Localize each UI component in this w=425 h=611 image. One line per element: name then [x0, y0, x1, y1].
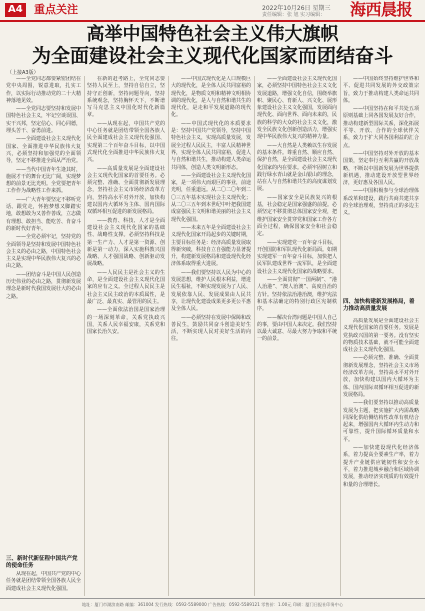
- article-column-5: [343, 76, 419, 298]
- headline-line-2: 为全面建设社会主义现代化国家而团结奋斗: [31, 45, 393, 67]
- paragraph: 高质量发展是全面建设社会主义现代化国家的首要任务。发展是党执政兴国的第一要务。没有坚实的物质技术基础，就不可能全面建成社会主义现代化强国。: [343, 318, 419, 354]
- section-subhead-3: 三、新时代新征程中国共产党的使命任务: [6, 556, 78, 569]
- paragraph: ——全面建设社会主义现代化国家，必须坚持中国特色社会主义文化发展道路，增强文化自信，围绕举旗帜、聚民心、育新人、兴文化、展形象建设社会主义文化强国，发展面向现代化、面向世界、面向未来的，民族的科学的大众的社会主义文化，激发全民族文化创新创造活力，增强实现中华民族伟大复兴的精神力量。: [257, 76, 337, 141]
- headline-line-1: 高举中国特色社会主义伟大旗帜: [86, 24, 339, 45]
- paragraph: ——从现在起，中国共产党的中心任务就是团结带领全国各族人民全面建成社会主义现代化强国、实现第二个百年奋斗目标，以中国式现代化全面推进中华民族伟大复兴。: [87, 120, 165, 164]
- page-footer: [0, 598, 425, 611]
- headline: [0, 25, 425, 67]
- column-divider: [340, 76, 341, 596]
- paragraph: ——全面依法治国是国家治理的一场深刻革命，关系党执政兴国，关系人民幸福安康，关系党和国家长治久安。: [87, 307, 165, 336]
- issue-date: 2022年10月26日 星期三: [262, 5, 331, 12]
- paragraph: ——解决台湾问题是中国人自己的事，要由中国人来决定。我们坚持以最大诚意、尽最大努力争取和平统一的前景。: [257, 314, 337, 343]
- article-column-5-cont: [343, 318, 419, 596]
- paragraph: ——全面建设社会主义现代化国家、全面推进中华民族伟大复兴，必须坚持和加强党的全面领导，坚定不移推进全面从严治党。: [6, 136, 81, 165]
- editor-credit: 责任编辑：张 旭 实习编辑：: [262, 12, 326, 18]
- paragraph: ——当代中国青年生逢其时，施展才干的舞台无比广阔，实现梦想的前景无比光明。全党要把青年工作作为战略性工作来抓。: [6, 166, 81, 195]
- paragraph: 在新的赶考路上，全党同志要坚持人民至上，坚持自信自立，坚持守正创新，坚持问题导向，坚持系统观念，坚持胸怀天下，不断谱写马克思主义中国化时代化新篇章。: [87, 76, 165, 119]
- column-divider: [84, 76, 85, 596]
- paragraph: ——团结奋斗是中国人民创造历史伟业的必由之路，贯彻新发展理念是新时代我国发展壮大的必由之路。: [6, 271, 81, 300]
- article-column-1: [6, 76, 81, 502]
- header-rule: [0, 20, 425, 22]
- column-divider: [254, 76, 255, 596]
- continuation-note: （上接A3版）: [7, 70, 39, 76]
- section-title: 重点关注: [34, 3, 78, 16]
- paragraph: ——全党同志要坚持和发展中国特色社会主义，牢记空谈误国、实干兴邦，坚定信心、同心同德，埋头苦干、奋勇前进。: [6, 106, 81, 135]
- column-divider: [168, 76, 169, 596]
- paragraph: ——中国式现代化的本质要求是：坚持中国共产党领导，坚持中国特色社会主义，实现高质量发展，发展全过程人民民主，丰富人民精神世界，实现全体人民共同富裕，促进人与自然和谐共生，推动构建人类命运共同体，创造人类文明新形态。: [171, 120, 251, 171]
- paragraph: ——广大青年要坚定不移听党话、跟党走，怀抱梦想又脚踏实地，敢想敢为又善作善成，立志做有理想、敢担当、能吃苦、肯奋斗的新时代好青年。: [6, 196, 81, 232]
- paragraph: ——全面贯彻“一国两制”、“港人治港”、“澳人治澳”、高度自治的方针。坚持依法治港治澳，维护宪法和基本法确定的特别行政区宪制秩序。: [257, 277, 337, 313]
- paragraph: ——人民民主是社会主义的生命，是全面建设社会主义现代化国家的应有之义。全过程人民民主是社会主义民主政治的本质属性，是最广泛、最真实、最管用的民主。: [87, 269, 165, 305]
- article-column-4: [257, 76, 337, 596]
- page-header: [0, 0, 425, 22]
- footer-info: 地址：厦门市湖滨南路 邮编：361004 发行热线：0592-5589000 广告热线：0592-5589121 零售价：1.00元 印刷：厦门日报社印务中心: [81, 602, 344, 607]
- paragraph: ——加快建设现代化经济体系，着力提高全要素生产率，着力提升产业链供应链韧性和安全水平，着力推进城乡融合和区域协调发展，推动经济实现质的有效提升和量的合理增长。: [343, 445, 419, 488]
- paragraph: ——高质量发展是全面建设社会主义现代化国家的首要任务。必须完整、准确、全面贯彻新发展理念，坚持社会主义市场经济改革方向，坚持高水平对外开放，加快构建以国内大循环为主体、国内国际双循环相互促进的新发展格局。: [87, 165, 165, 216]
- paragraph: ——中国始终坚持维护世界和平、促进共同发展的外交政策宗旨，致力于推动构建人类命运共同体。: [343, 76, 419, 104]
- article-column-3: [171, 76, 251, 596]
- paragraph: ——中国坚持在和平共处五项原则基础上同各国发展友好合作，推动构建新型国际关系，深化拓展平等、开放、合作的全球伙伴关系，致力于扩大同各国利益的汇合点。: [343, 106, 419, 149]
- article-column-2: [87, 76, 165, 596]
- paragraph: ——必须坚持在发展中保障和改善民生，鼓励共同奋斗创造美好生活，不断实现人民对美好生活的向往。: [171, 314, 251, 343]
- paragraph: ——国家安全是民族复兴的根基，社会稳定是国家强盛的前提。必须坚定不移贯彻总体国家安全观，把维护国家安全贯穿党和国家工作各方面全过程，确保国家安全和社会稳定。: [257, 194, 337, 238]
- paragraph: ——中国积极参与全球治理体系改革和建设，践行共商共建共享的全球治理观，坚持真正的多边主义。: [343, 188, 419, 217]
- paragraph: ——必须完整、准确、全面贯彻新发展理念，坚持社会主义市场经济改革方向，坚持高水平对外开放，加快构建以国内大循环为主体、国内国际双循环相互促进的新发展格局。: [343, 355, 419, 398]
- paragraph: ——大自然是人类赖以生存发展的基本条件。尊重自然、顺应自然、保护自然，是全面建设社会主义现代化国家的内在要求。必须牢固树立和践行绿水青山就是金山银山的理念，站在人与自然和谐共生的高度谋划发展。: [257, 142, 337, 193]
- paragraph: ——我们要坚持以人民为中心的发展思想，维护人民根本利益，增进民生福祉，不断实现发展为了人民、发展依靠人民、发展成果由人民共享，让现代化建设成果更多更公平惠及全体人民。: [171, 269, 251, 313]
- section-subhead-4: 四、加快构建新发展格局，着力推动高质量发展: [343, 299, 415, 312]
- paragraph: ——全党必须牢记，坚持党的全面领导是坚持和发展中国特色社会主义的必由之路，中国特色社会主义是实现中华民族伟大复兴的必由之路。: [6, 234, 81, 270]
- paragraph: 从现在起，中国共产党的中心任务就是团结带领全国各族人民全面建成社会主义现代化强国。: [6, 571, 81, 592]
- paragraph: ——实现建党一百年奋斗目标，开创国防和军队现代化新局面。如期实现建军一百年奋斗目标，加快把人民军队建成世界一流军队，是全面建设社会主义现代化国家的战略要求。: [257, 239, 337, 275]
- page-number: A4: [5, 3, 26, 17]
- newspaper-logo: 海西晨报: [350, 0, 413, 19]
- paragraph: ——全党同志都要紧密团结在党中央周围，锐意进取，扎实工作，以实际行动推动党的二十大精神落地见效。: [6, 76, 81, 104]
- paragraph: ——未来五年是全面建设社会主义现代化国家开局起步的关键时期，主要目标任务是：经济高质量发展取得新突破，科技自立自强能力显著提升，构建新发展格局和建设现代化经济体系取得重大进展。: [171, 224, 251, 268]
- paragraph: ——全面建设社会主义现代化国家，是一项伟大而艰巨的事业，前途光明，任重道远。从二〇二〇年到二〇三五年基本实现社会主义现代化；从二〇三五年到本世纪中叶把我国建成富强民主文明和谐美丽的社会主义现代化强国。: [171, 172, 251, 223]
- paragraph: ——教育、科技、人才是全面建设社会主义现代化国家的基础性、战略性支撑。必须坚持科技是第一生产力、人才是第一资源、创新是第一动力，深入实施科教兴国战略、人才强国战略、创新驱动发展战略。: [87, 217, 165, 268]
- article-column-1-cont: [6, 571, 81, 597]
- paragraph: ——中国坚持对外开放的基本国策，坚定奉行互利共赢的开放战略，不断以中国新发展为世界提供新机遇，推动建设开放型世界经济，更好惠及各国人民。: [343, 150, 419, 187]
- paragraph: ——中国式现代化是人口规模巨大的现代化，是全体人民共同富裕的现代化，是物质文明和精神文明相协调的现代化，是人与自然和谐共生的现代化，是走和平发展道路的现代化。: [171, 76, 251, 119]
- paragraph: ——我们要坚持以推动高质量发展为主题，把实施扩大内需战略同深化供给侧结构性改革有机结合起来，增强国内大循环内生动力和可靠性，提升国际循环质量和水平。: [343, 400, 419, 443]
